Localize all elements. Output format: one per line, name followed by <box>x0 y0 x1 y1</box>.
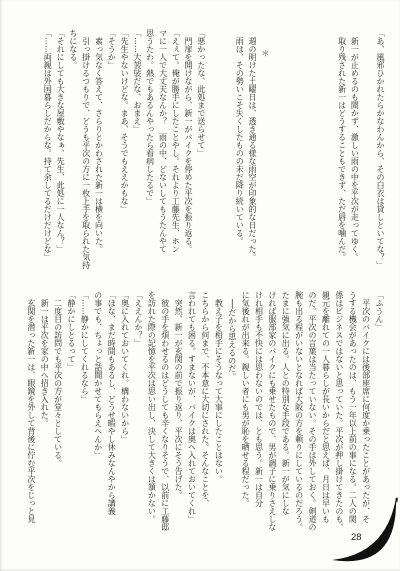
text-column: 週の明けた土曜日は、透き通る様な雨空が印象的な日だった。 <box>248 37 258 261</box>
text-column: 取り残された新一はどうすることもできず、ただ唇を噛んだ。 <box>337 37 347 261</box>
text-column: 教え子を相手にそうなって大事にしたことはない。 <box>214 299 224 483</box>
scene-break-asterisk: ＊ <box>260 49 270 57</box>
blank-column <box>271 29 284 275</box>
text-column: ければ服部家のバイクにも乗せたもので、男が調子に乗りさえしな <box>267 291 277 531</box>
text-column: ──だから思えるのだ。 <box>227 299 237 381</box>
dialogue-column: 「えぇて。俺が勝手にしたことやし。それより工藤先生、ホン <box>171 29 181 253</box>
text-column: 平次のバイクには後部座席に何度か乗ったことがあったが、そ <box>361 299 371 523</box>
dialogue-column: 「……静かにしてくれるなら」 <box>80 291 90 403</box>
blank-column <box>207 29 220 275</box>
text-column: 「あ、風邪ひかれたらかなわんから、その白衣は貸しといてな？」 <box>376 29 385 269</box>
text-column: 親元を離れての一人暮らしが長いからだと思えば、月日は早いも <box>321 291 331 523</box>
dialogue-column: 思うたわ。熱でもあるんやったら看病したるで」 <box>145 29 155 205</box>
blank-column <box>322 29 335 275</box>
blank-column <box>309 29 322 275</box>
text-column: ちになる。 <box>68 29 78 69</box>
dialogue-column: の事でも、ちょっと話聞かせてもらえへんか」 <box>93 291 103 459</box>
upper-text-block <box>22 29 386 275</box>
dialogue-column: 「静かにしとるって」 <box>67 291 77 371</box>
text-column: 彼の手を煩わせるのはどうしても辛くなりそうで、以前に工藤邸 <box>160 299 170 531</box>
dialogue-column: 「ほな、まだ時間もあるし、どうせ暇やし休みなんやから講義 <box>107 291 117 515</box>
text-column: を訪れた際の記憶を平次は思い出し、決して大きくは頷かない。 <box>147 291 157 523</box>
text-column: 突然、新一が玄関の前で振り返り、平次にそう告げた。 <box>174 299 184 499</box>
dialogue-column: 「そうか」 <box>107 29 117 69</box>
dialogue-column: 「奥に入れておいてくれ。構わないから」 <box>120 291 130 443</box>
text-column: 雨は、その勢いこそ失くしたものの未だ降り続いている。 <box>235 37 245 245</box>
text-column: 引っ掛けるつもりで、どうも平次の方に一枚上手を取られた気持 <box>81 37 91 269</box>
page-number: 28 <box>351 532 362 543</box>
text-column: 二度目の訪問でも平次の方が堂々としている。 <box>53 299 63 467</box>
text-column: 新一が止めるのも聞かず、激しい雨の中を平次が走ってゆく。 <box>350 37 360 261</box>
text-column: に気後れが出来る。親しい者にも男が恥を晒せる程だった。 <box>241 291 251 507</box>
blank-column <box>360 29 373 275</box>
text-column: けれ相手も不快には思わないのでは、とも思う。新一は自分 <box>254 291 264 507</box>
text-column: 言われても困る。すまないが、バイクは奥へ入れておいてくれ」 <box>187 291 197 523</box>
text-column: 玄関を潜った新一は、眼鏡を外して背後に佇む平次をじっと見 <box>26 299 36 523</box>
text-column: 素っ気なく答えて、さらりとかわされた新一は横を向いた。 <box>94 37 104 253</box>
blank-column <box>284 29 297 275</box>
text-column: のだ。平次の言葉は当たっていない。その手は外しておく。剣道の <box>308 291 318 531</box>
dialogue-column: 「ふうん」 <box>375 291 384 331</box>
text-column: うする機会があったのは、もう一年以上前の事になる。二人の関 <box>348 291 358 523</box>
dialogue-column: 「先生やないけどな。まあ、そうでもええかもな」 <box>120 29 130 213</box>
dialogue-column: 「……大袈裟だな、おまえ」 <box>132 29 142 133</box>
text-column: こちらから何まで、不本意に大切にされた。そんなことを、 <box>200 291 210 507</box>
dialogue-column: 「ええんか？」 <box>133 291 143 347</box>
blank-column <box>220 29 233 275</box>
dialogue-column: マに一人で大丈夫なんか？ 雨の中、どないしてもうたんやて <box>158 29 168 253</box>
blank-column <box>296 29 309 275</box>
text-column: 門扉を開けながら、新一がバイクを停めた平次を振り返る。 <box>184 37 194 253</box>
dialogue-column: 「……両親は外国暮らしだからな。持て余してるだけだけどな」 <box>43 29 53 261</box>
swirl-ornament-icon <box>326 494 398 568</box>
text-column: 係はビジネスではないと思っていた。平次が押し掛けてきたのも、 <box>334 291 344 531</box>
text-column: 腕も出る程がいないとなれば大阪の方を頼りにしているのだろう。 <box>294 291 304 531</box>
dialogue-column: 「悪かったな、此処まで送らせて」 <box>196 29 206 157</box>
dialogue-column: 「それにしても大きな屋敷やなぁ、先生、此処に一人なん？」 <box>56 29 66 253</box>
text-column: たまに強気に出る。人との特別な手段である。新一が気にしな <box>281 291 291 515</box>
text-column: 新一は平次を家の中へ招き入れた。 <box>40 299 50 427</box>
